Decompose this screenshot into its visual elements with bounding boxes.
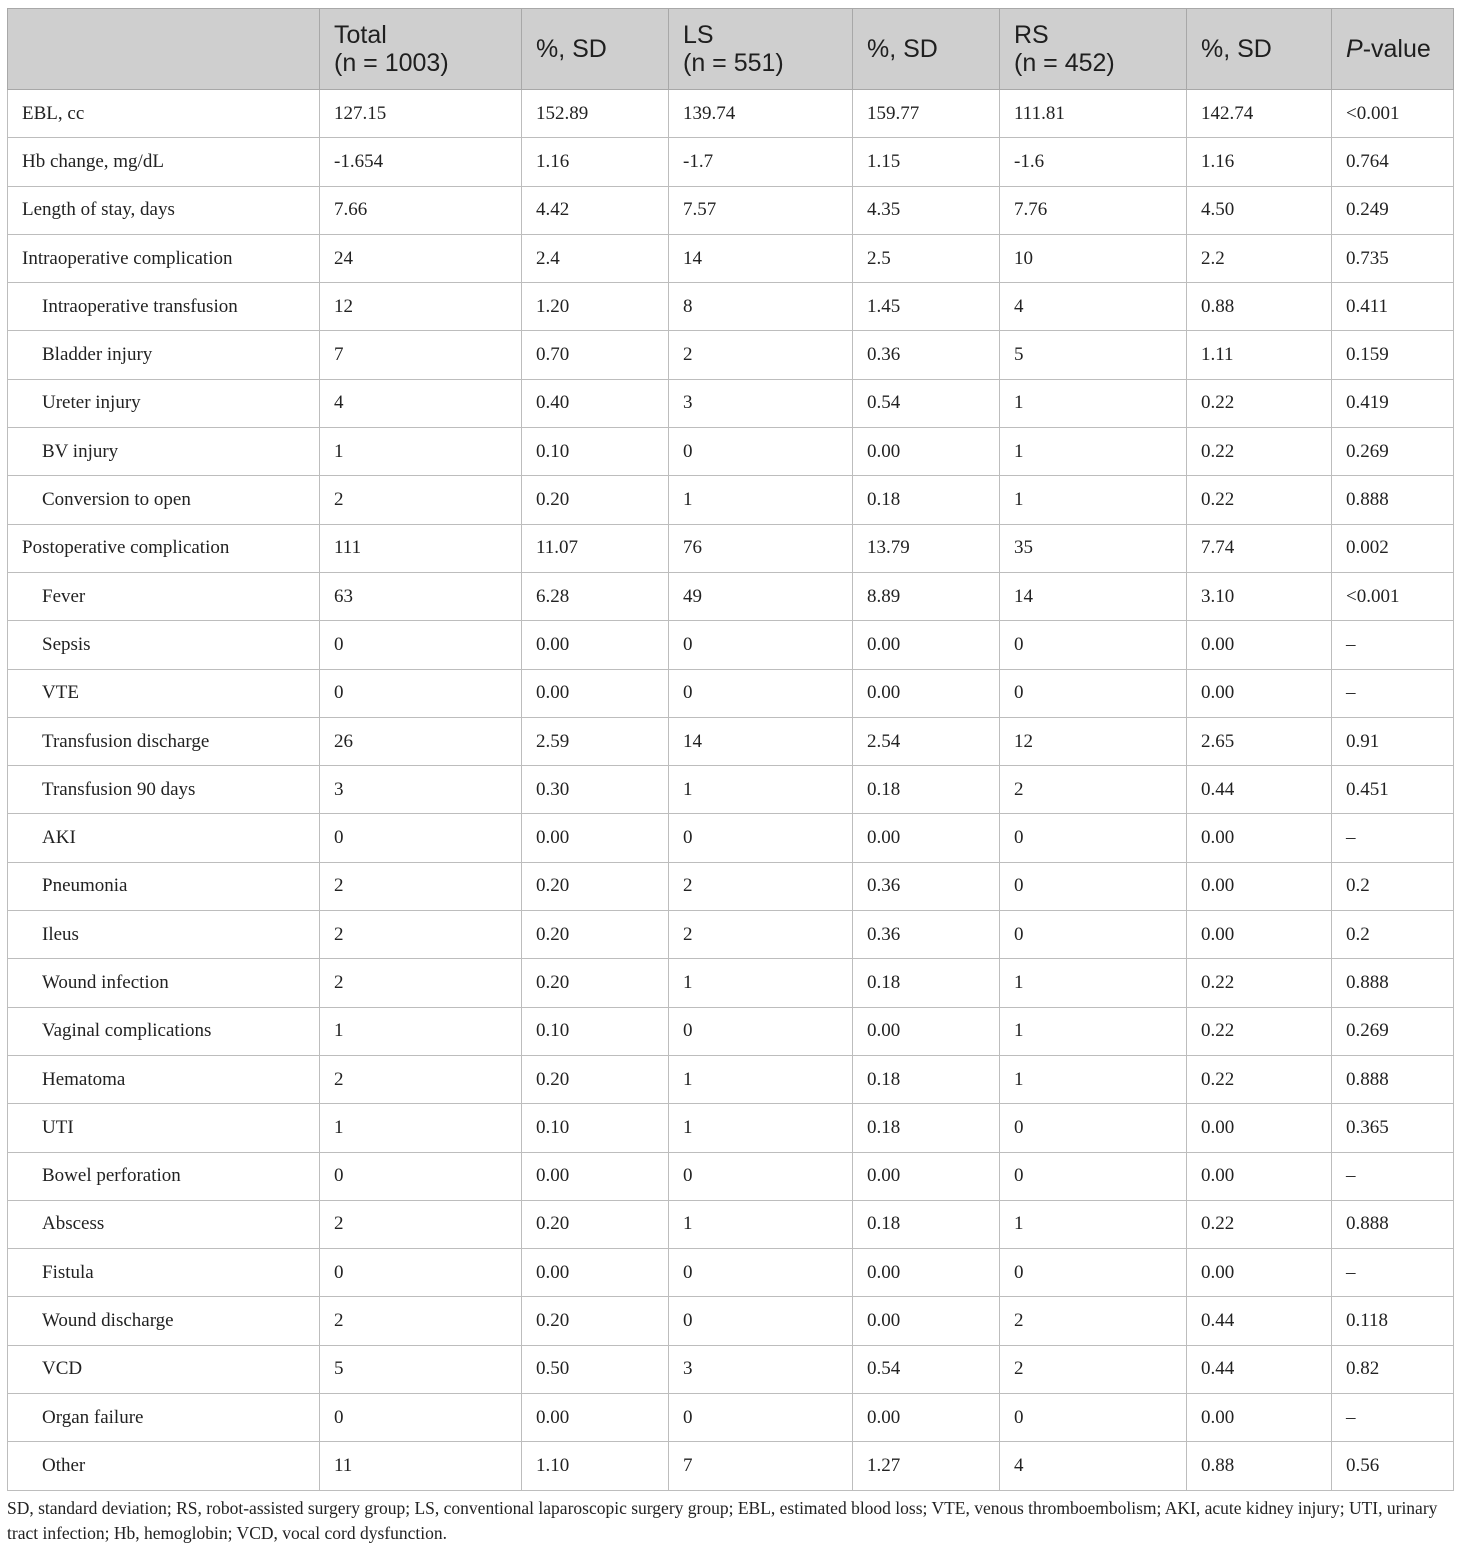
cell-rs: 2 <box>1000 1345 1187 1393</box>
header-row <box>8 9 1454 90</box>
cell-rs-sd: 1.16 <box>1187 138 1332 186</box>
cell-total-sd: 0.20 <box>522 476 669 524</box>
header-cell-p-value <box>1332 9 1454 90</box>
table-row <box>8 186 1454 234</box>
cell-rs: 1 <box>1000 1200 1187 1248</box>
row-label: Transfusion discharge <box>8 717 320 765</box>
cell-total-sd: 0.00 <box>522 669 669 717</box>
cell-rs-sd: 0.44 <box>1187 1297 1332 1345</box>
table-row <box>8 572 1454 620</box>
cell-total: 2 <box>320 1055 522 1103</box>
header-text-italic: P <box>1346 35 1363 63</box>
cell-ls: 3 <box>669 379 853 427</box>
cell-p-value: <0.001 <box>1332 90 1454 138</box>
row-label: Fistula <box>8 1249 320 1297</box>
cell-p-value: 0.002 <box>1332 524 1454 572</box>
cell-ls: 0 <box>669 428 853 476</box>
cell-rs: 2 <box>1000 1297 1187 1345</box>
cell-rs: 111.81 <box>1000 90 1187 138</box>
table-row <box>8 1007 1454 1055</box>
cell-p-value: 0.91 <box>1332 717 1454 765</box>
cell-total: 127.15 <box>320 90 522 138</box>
cell-ls-sd: 0.18 <box>853 766 1000 814</box>
row-label: Ileus <box>8 911 320 959</box>
table-row <box>8 717 1454 765</box>
cell-total-sd: 2.59 <box>522 717 669 765</box>
cell-ls-sd: 159.77 <box>853 90 1000 138</box>
row-label: AKI <box>8 814 320 862</box>
cell-rs-sd: 3.10 <box>1187 572 1332 620</box>
cell-p-value: 0.269 <box>1332 1007 1454 1055</box>
cell-total-sd: 0.00 <box>522 621 669 669</box>
cell-ls: 1 <box>669 1055 853 1103</box>
header-cell-label <box>8 9 320 90</box>
cell-total-sd: 0.00 <box>522 1152 669 1200</box>
cell-ls: 1 <box>669 476 853 524</box>
row-label: Conversion to open <box>8 476 320 524</box>
cell-ls: 2 <box>669 331 853 379</box>
cell-rs: 4 <box>1000 283 1187 331</box>
table-row <box>8 331 1454 379</box>
cell-rs-sd: 0.00 <box>1187 621 1332 669</box>
row-label: Hb change, mg/dL <box>8 138 320 186</box>
cell-ls: 8 <box>669 283 853 331</box>
cell-rs: 0 <box>1000 862 1187 910</box>
cell-total: 5 <box>320 1345 522 1393</box>
cell-total-sd: 0.10 <box>522 428 669 476</box>
cell-p-value: 0.56 <box>1332 1442 1454 1490</box>
cell-rs-sd: 0.00 <box>1187 862 1332 910</box>
table-row <box>8 1249 1454 1297</box>
row-label: Length of stay, days <box>8 186 320 234</box>
row-label: Ureter injury <box>8 379 320 427</box>
cell-rs: 35 <box>1000 524 1187 572</box>
cell-total-sd: 0.20 <box>522 959 669 1007</box>
cell-ls: 0 <box>669 1297 853 1345</box>
header-cell-rs <box>1000 9 1187 90</box>
row-label: Wound discharge <box>8 1297 320 1345</box>
cell-rs: 0 <box>1000 1104 1187 1152</box>
cell-p-value: 0.888 <box>1332 959 1454 1007</box>
cell-total: 24 <box>320 234 522 282</box>
cell-ls-sd: 0.36 <box>853 911 1000 959</box>
table-row <box>8 138 1454 186</box>
header-cell-total-sd <box>522 9 669 90</box>
cell-rs: 10 <box>1000 234 1187 282</box>
cell-total: 63 <box>320 572 522 620</box>
header-subtext: (n = 551) <box>683 49 784 77</box>
cell-ls-sd: 0.18 <box>853 1104 1000 1152</box>
cell-ls: 1 <box>669 959 853 1007</box>
table-row <box>8 959 1454 1007</box>
cell-total: 2 <box>320 476 522 524</box>
cell-p-value: 0.888 <box>1332 476 1454 524</box>
cell-p-value: 0.735 <box>1332 234 1454 282</box>
cell-total-sd: 0.20 <box>522 862 669 910</box>
cell-ls-sd: 0.36 <box>853 862 1000 910</box>
cell-total-sd: 0.10 <box>522 1104 669 1152</box>
cell-p-value: – <box>1332 1152 1454 1200</box>
cell-total: 2 <box>320 1297 522 1345</box>
header-cell-rs-sd <box>1187 9 1332 90</box>
cell-ls: 1 <box>669 766 853 814</box>
cell-total-sd: 0.40 <box>522 379 669 427</box>
cell-ls-sd: 1.45 <box>853 283 1000 331</box>
cell-total-sd: 1.10 <box>522 1442 669 1490</box>
cell-rs: 0 <box>1000 621 1187 669</box>
cell-ls-sd: 4.35 <box>853 186 1000 234</box>
table-row <box>8 90 1454 138</box>
cell-total: 12 <box>320 283 522 331</box>
cell-rs: 7.76 <box>1000 186 1187 234</box>
cell-rs: 2 <box>1000 766 1187 814</box>
cell-p-value: 0.82 <box>1332 1345 1454 1393</box>
cell-rs: 1 <box>1000 379 1187 427</box>
cell-total: 7 <box>320 331 522 379</box>
cell-total: 1 <box>320 428 522 476</box>
table-row <box>8 1152 1454 1200</box>
table-row <box>8 234 1454 282</box>
cell-total: 1 <box>320 1104 522 1152</box>
cell-rs-sd: 0.22 <box>1187 1055 1332 1103</box>
cell-total-sd: 0.20 <box>522 1055 669 1103</box>
row-label: Pneumonia <box>8 862 320 910</box>
row-label: Hematoma <box>8 1055 320 1103</box>
cell-ls-sd: 0.00 <box>853 428 1000 476</box>
cell-total: 0 <box>320 1152 522 1200</box>
cell-rs: 0 <box>1000 1394 1187 1442</box>
cell-total-sd: 11.07 <box>522 524 669 572</box>
cell-ls: 2 <box>669 862 853 910</box>
cell-rs: 0 <box>1000 911 1187 959</box>
cell-p-value: – <box>1332 1249 1454 1297</box>
header-text: RS <box>1014 21 1049 49</box>
cell-ls-sd: 0.00 <box>853 1007 1000 1055</box>
row-label: VCD <box>8 1345 320 1393</box>
cell-rs-sd: 0.22 <box>1187 428 1332 476</box>
table-row <box>8 1200 1454 1248</box>
cell-p-value: 0.888 <box>1332 1055 1454 1103</box>
cell-ls-sd: 2.5 <box>853 234 1000 282</box>
cell-ls: 14 <box>669 717 853 765</box>
cell-ls-sd: 0.00 <box>853 621 1000 669</box>
cell-ls-sd: 0.36 <box>853 331 1000 379</box>
cell-ls: 0 <box>669 1007 853 1055</box>
header-subtext: (n = 1003) <box>334 49 449 77</box>
cell-ls-sd: 1.15 <box>853 138 1000 186</box>
cell-ls-sd: 0.00 <box>853 814 1000 862</box>
cell-p-value: – <box>1332 1394 1454 1442</box>
header-cell-total <box>320 9 522 90</box>
cell-p-value: 0.118 <box>1332 1297 1454 1345</box>
cell-p-value: 0.159 <box>1332 331 1454 379</box>
cell-total-sd: 4.42 <box>522 186 669 234</box>
row-label: Bowel perforation <box>8 1152 320 1200</box>
cell-ls-sd: 0.54 <box>853 379 1000 427</box>
cell-total: 11 <box>320 1442 522 1490</box>
cell-ls: 0 <box>669 814 853 862</box>
table-footnote: SD, standard deviation; RS, robot-assisted surgery group; LS, conventional laparoscopic surgery group; EBL, estimated blood loss; VTE, venous thromboembolism; AKI, acute kidney injury; UTI, urinary tract infection; Hb, hemoglobin; VCD, vocal cord dysfunction. <box>7 1498 1438 1543</box>
cell-total-sd: 1.16 <box>522 138 669 186</box>
cell-rs: 14 <box>1000 572 1187 620</box>
cell-ls-sd: 0.00 <box>853 1394 1000 1442</box>
cell-total-sd: 6.28 <box>522 572 669 620</box>
cell-total-sd: 0.20 <box>522 1297 669 1345</box>
cell-total: 26 <box>320 717 522 765</box>
header-text: %, SD <box>536 35 607 63</box>
cell-rs-sd: 142.74 <box>1187 90 1332 138</box>
header-cell-ls-sd <box>853 9 1000 90</box>
cell-rs-sd: 0.00 <box>1187 814 1332 862</box>
cell-rs: -1.6 <box>1000 138 1187 186</box>
cell-total-sd: 2.4 <box>522 234 669 282</box>
cell-rs-sd: 0.00 <box>1187 669 1332 717</box>
cell-rs: 0 <box>1000 669 1187 717</box>
cell-ls: 1 <box>669 1104 853 1152</box>
cell-rs-sd: 7.74 <box>1187 524 1332 572</box>
cell-rs: 5 <box>1000 331 1187 379</box>
header-text: Total <box>334 21 387 49</box>
cell-rs: 12 <box>1000 717 1187 765</box>
cell-total-sd: 0.00 <box>522 1249 669 1297</box>
cell-ls: 49 <box>669 572 853 620</box>
header-text: LS <box>683 21 714 49</box>
cell-total-sd: 0.00 <box>522 814 669 862</box>
cell-p-value: 0.451 <box>1332 766 1454 814</box>
row-label: Transfusion 90 days <box>8 766 320 814</box>
cell-ls: 139.74 <box>669 90 853 138</box>
cell-p-value: 0.2 <box>1332 862 1454 910</box>
cell-ls: 0 <box>669 1152 853 1200</box>
cell-ls: 0 <box>669 1249 853 1297</box>
cell-ls-sd: 0.00 <box>853 1249 1000 1297</box>
cell-rs-sd: 0.88 <box>1187 1442 1332 1490</box>
row-label: VTE <box>8 669 320 717</box>
row-label: Fever <box>8 572 320 620</box>
cell-total: 2 <box>320 862 522 910</box>
table-row <box>8 862 1454 910</box>
cell-p-value: – <box>1332 669 1454 717</box>
row-label: Wound infection <box>8 959 320 1007</box>
cell-ls-sd: 0.18 <box>853 959 1000 1007</box>
row-label: Intraoperative transfusion <box>8 283 320 331</box>
table-row <box>8 1297 1454 1345</box>
cell-ls: 0 <box>669 621 853 669</box>
cell-ls-sd: 0.00 <box>853 1152 1000 1200</box>
table-row <box>8 283 1454 331</box>
cell-total-sd: 0.00 <box>522 1394 669 1442</box>
cell-p-value: 0.365 <box>1332 1104 1454 1152</box>
table-row <box>8 669 1454 717</box>
table-body <box>8 90 1454 1491</box>
cell-p-value: 0.249 <box>1332 186 1454 234</box>
row-label: UTI <box>8 1104 320 1152</box>
cell-ls: 76 <box>669 524 853 572</box>
cell-rs-sd: 0.00 <box>1187 1249 1332 1297</box>
cell-ls: 1 <box>669 1200 853 1248</box>
cell-total: 2 <box>320 1200 522 1248</box>
cell-total: 0 <box>320 1249 522 1297</box>
table-header <box>8 9 1454 90</box>
cell-ls-sd: 0.18 <box>853 1200 1000 1248</box>
cell-p-value: 0.411 <box>1332 283 1454 331</box>
cell-ls: 0 <box>669 1394 853 1442</box>
header-subtext: (n = 452) <box>1014 49 1115 77</box>
table-row <box>8 379 1454 427</box>
header-text: %, SD <box>1201 35 1272 63</box>
row-label: Other <box>8 1442 320 1490</box>
cell-rs-sd: 0.00 <box>1187 1394 1332 1442</box>
cell-rs-sd: 0.22 <box>1187 476 1332 524</box>
row-label: Organ failure <box>8 1394 320 1442</box>
cell-rs: 1 <box>1000 1007 1187 1055</box>
header-text: %, SD <box>867 35 938 63</box>
cell-rs: 0 <box>1000 1249 1187 1297</box>
cell-total-sd: 0.20 <box>522 1200 669 1248</box>
cell-ls: 14 <box>669 234 853 282</box>
cell-ls-sd: 0.18 <box>853 476 1000 524</box>
cell-rs-sd: 4.50 <box>1187 186 1332 234</box>
table-row <box>8 1104 1454 1152</box>
cell-total: 2 <box>320 959 522 1007</box>
cell-total: 1 <box>320 1007 522 1055</box>
row-label: Abscess <box>8 1200 320 1248</box>
cell-rs-sd: 1.11 <box>1187 331 1332 379</box>
cell-rs: 1 <box>1000 959 1187 1007</box>
cell-total-sd: 0.30 <box>522 766 669 814</box>
cell-total: 2 <box>320 911 522 959</box>
cell-ls-sd: 0.18 <box>853 1055 1000 1103</box>
cell-p-value: 0.2 <box>1332 911 1454 959</box>
cell-rs-sd: 0.44 <box>1187 766 1332 814</box>
cell-ls: 2 <box>669 911 853 959</box>
cell-ls: -1.7 <box>669 138 853 186</box>
cell-total-sd: 0.20 <box>522 911 669 959</box>
cell-ls-sd: 1.27 <box>853 1442 1000 1490</box>
row-label: BV injury <box>8 428 320 476</box>
cell-p-value: <0.001 <box>1332 572 1454 620</box>
row-label: EBL, cc <box>8 90 320 138</box>
table-row <box>8 766 1454 814</box>
row-label: Sepsis <box>8 621 320 669</box>
cell-total-sd: 0.50 <box>522 1345 669 1393</box>
cell-rs: 0 <box>1000 1152 1187 1200</box>
cell-total: 4 <box>320 379 522 427</box>
cell-rs: 4 <box>1000 1442 1187 1490</box>
row-label: Postoperative complication <box>8 524 320 572</box>
table-row <box>8 476 1454 524</box>
cell-rs-sd: 0.22 <box>1187 379 1332 427</box>
cell-ls-sd: 8.89 <box>853 572 1000 620</box>
cell-total: 0 <box>320 1394 522 1442</box>
cell-rs-sd: 2.2 <box>1187 234 1332 282</box>
cell-rs-sd: 0.22 <box>1187 1200 1332 1248</box>
cell-rs-sd: 0.44 <box>1187 1345 1332 1393</box>
cell-rs-sd: 0.00 <box>1187 1104 1332 1152</box>
cell-total: 0 <box>320 669 522 717</box>
cell-rs: 1 <box>1000 476 1187 524</box>
cell-ls-sd: 0.00 <box>853 669 1000 717</box>
table-row <box>8 1055 1454 1103</box>
cell-rs-sd: 0.88 <box>1187 283 1332 331</box>
cell-rs-sd: 0.22 <box>1187 959 1332 1007</box>
cell-ls: 0 <box>669 669 853 717</box>
cell-rs: 1 <box>1000 1055 1187 1103</box>
cell-ls: 7 <box>669 1442 853 1490</box>
table-row <box>8 428 1454 476</box>
cell-total: 111 <box>320 524 522 572</box>
cell-p-value: 0.419 <box>1332 379 1454 427</box>
cell-p-value: – <box>1332 621 1454 669</box>
cell-total: 3 <box>320 766 522 814</box>
cell-total: 0 <box>320 814 522 862</box>
cell-rs: 1 <box>1000 428 1187 476</box>
cell-total-sd: 0.10 <box>522 1007 669 1055</box>
table-row <box>8 524 1454 572</box>
cell-p-value: 0.888 <box>1332 1200 1454 1248</box>
cell-ls-sd: 0.54 <box>853 1345 1000 1393</box>
table-row <box>8 621 1454 669</box>
outcomes-table-container <box>7 8 1453 1491</box>
cell-rs: 0 <box>1000 814 1187 862</box>
cell-total-sd: 152.89 <box>522 90 669 138</box>
cell-rs-sd: 0.22 <box>1187 1007 1332 1055</box>
cell-rs-sd: 0.00 <box>1187 911 1332 959</box>
cell-total: 0 <box>320 621 522 669</box>
table-row <box>8 814 1454 862</box>
cell-total-sd: 1.20 <box>522 283 669 331</box>
cell-ls-sd: 2.54 <box>853 717 1000 765</box>
table-row <box>8 1394 1454 1442</box>
cell-rs-sd: 2.65 <box>1187 717 1332 765</box>
row-label: Intraoperative complication <box>8 234 320 282</box>
cell-p-value: 0.764 <box>1332 138 1454 186</box>
cell-rs-sd: 0.00 <box>1187 1152 1332 1200</box>
cell-ls-sd: 0.00 <box>853 1297 1000 1345</box>
table-row <box>8 1442 1454 1490</box>
cell-total-sd: 0.70 <box>522 331 669 379</box>
header-cell-ls <box>669 9 853 90</box>
cell-p-value: – <box>1332 814 1454 862</box>
row-label: Bladder injury <box>8 331 320 379</box>
cell-ls: 3 <box>669 1345 853 1393</box>
cell-ls-sd: 13.79 <box>853 524 1000 572</box>
cell-total: -1.654 <box>320 138 522 186</box>
table-row <box>8 1345 1454 1393</box>
header-subtext: -value <box>1362 35 1431 63</box>
cell-ls: 7.57 <box>669 186 853 234</box>
row-label: Vaginal complications <box>8 1007 320 1055</box>
outcomes-table <box>7 8 1454 1491</box>
cell-p-value: 0.269 <box>1332 428 1454 476</box>
cell-total: 7.66 <box>320 186 522 234</box>
table-row <box>8 911 1454 959</box>
